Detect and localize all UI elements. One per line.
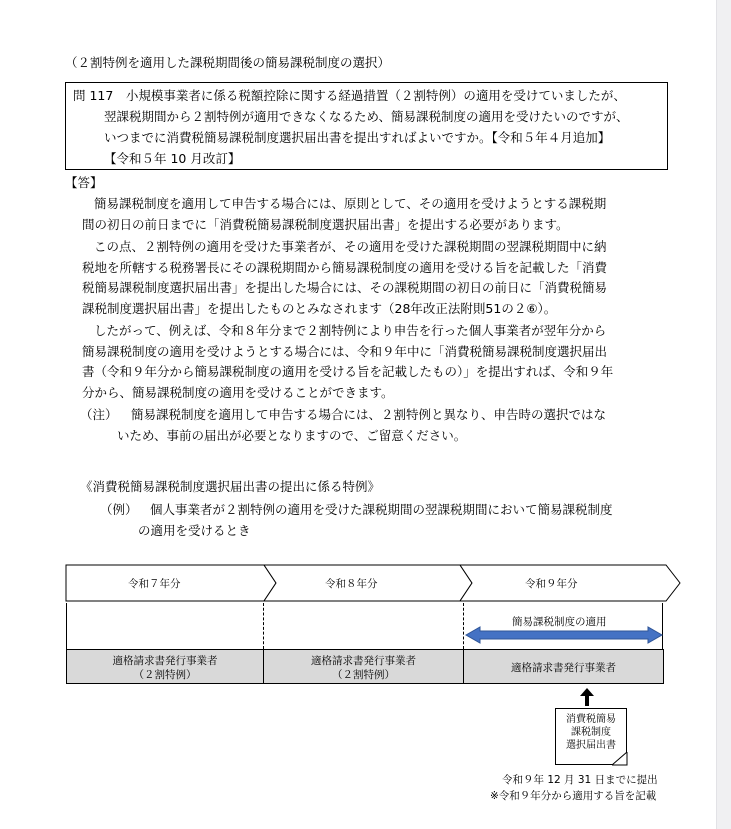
paragraph-line: したがって、例えば、令和８年分まで２割特例により申告を行った個人事業者が翌年分から [94, 323, 607, 338]
folded-corner-icon [612, 752, 628, 766]
paragraph-line: 課税制度選択届出書」を提出したものとみなされます（28年改正法附則51の２⑥）。 [82, 300, 557, 316]
paragraph-1 [82, 194, 682, 235]
paragraph-line: 書（令和９年分から簡易課税制度の適用を受ける旨を記載したもの）」を提出すれば、令和９年 [82, 364, 614, 379]
answer-heading: 【答】 [65, 175, 103, 190]
question-line: 【令和５年 10 月改訂】 [104, 151, 241, 166]
paragraph-line: 税簡易課税制度選択届出書」を提出した場合には、その課税期間の初日の前日に「消費税簡易 [82, 280, 608, 295]
status-line: 適格請求書発行事業者 [112, 655, 218, 667]
paragraph-2 [82, 237, 682, 319]
deadline-text: 令和９年 12 月 31 日までに提出 [502, 774, 658, 786]
status-cell-1 [66, 649, 264, 684]
special-title: 《消費税簡易課税制度選択届出書の提出に係る特例》 [80, 479, 381, 494]
paragraph-line: 税地を所轄する税務署長にその課税期間から簡易課税制度の適用を受ける旨を記載した「消費 [82, 259, 608, 275]
notice-line: 課税制度 [571, 727, 611, 738]
remark-text: ※令和９年分から適用する旨を記載 [490, 790, 657, 802]
question-line: いつまでに消費税簡易課税制度選択届出書を提出すればよいですか。【令和５年４月追加】 [104, 130, 611, 145]
note-line: いため、事前の届出が必要となりますので、ご留意ください。 [117, 428, 467, 443]
notice-line: 選択届出書 [566, 740, 616, 751]
year-label: 令和９年分 [525, 578, 578, 590]
double-arrow-shape [466, 627, 662, 643]
paragraph-line: 分から、簡易課税制度の適用を受けることができます。 [82, 384, 394, 400]
year-label: 令和７年分 [128, 578, 181, 590]
note-label: （注） [80, 407, 118, 422]
status-line: （２割特例） [332, 669, 395, 681]
status-line: 適格請求書発行事業者 [511, 662, 616, 674]
year-label: 令和８年分 [325, 578, 378, 590]
paragraph-line: 簡易課税制度を適用して申告する場合には、原則として、その適用を受けようとする課税期 [94, 196, 607, 211]
example-line: の適用を受けるとき [138, 523, 251, 538]
up-arrow-icon [580, 688, 594, 706]
example-label: （例） [100, 502, 138, 517]
period-cell-2 [264, 603, 464, 649]
paragraph-line: この点、２割特例の適用を受けた事業者が、その適用を受けた課税期間の翌課税期間中に納 [94, 239, 607, 254]
status-cell-2 [263, 649, 464, 684]
paragraph-3 [82, 321, 682, 403]
paragraph-line: 間の初日の前日までに「消費税簡易課税制度選択届出書」を提出する必要があります。 [82, 216, 569, 232]
status-line: （２割特例） [133, 669, 197, 681]
status-cell-3 [463, 649, 664, 684]
notice-line: 消費税簡易 [566, 714, 616, 725]
question-line: 問 117 小規模事業者に係る税額控除に関する経過措置（２割特例）の適用を受けていましたが、 [73, 88, 626, 103]
status-line: 適格請求書発行事業者 [311, 655, 416, 667]
scrollbar-track[interactable] [716, 0, 731, 829]
note-line: 簡易課税制度を適用して申告する場合には、２割特例と異なり、申告時の選択ではな [131, 407, 607, 422]
example-line: 個人事業者が２割特例の適用を受けた課税期間の翌課税期間において簡易課税制度 [150, 502, 613, 517]
section-title: （２割特例を適用した課税期間後の簡易課税制度の選択） [65, 55, 391, 70]
period-cell-1 [66, 603, 264, 649]
question-line: 翌課税期間から２割特例が適用できなくなるため、簡易課税制度の適用を受けたいのですが、 [104, 109, 629, 124]
double-arrow [464, 626, 664, 644]
question-box [65, 82, 668, 170]
simplified-label: 簡易課税制度の適用 [512, 616, 607, 628]
paragraph-line: 簡易課税制度の適用を受けようとする場合には、令和９年中に「消費税簡易課税制度選択届出 [82, 343, 608, 359]
